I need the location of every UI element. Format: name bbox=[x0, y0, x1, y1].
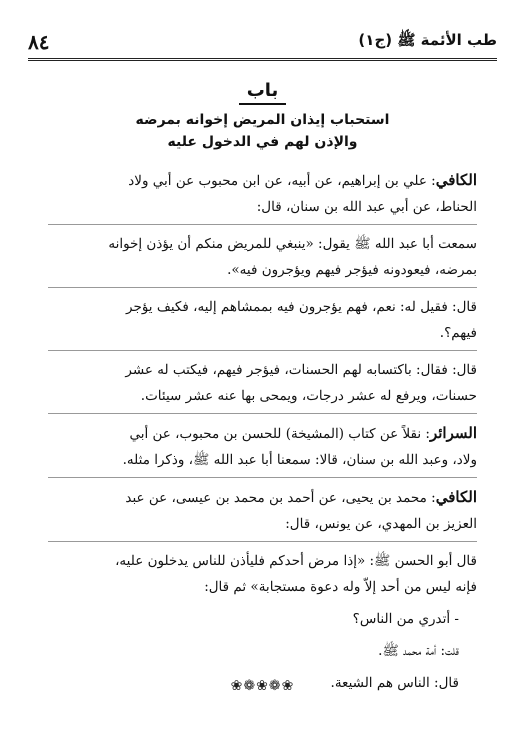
dialogue-line: - أتدري من الناس؟ bbox=[352, 611, 459, 627]
dialogue-line: قال: الناس هم الشيعة. bbox=[330, 675, 459, 691]
page-header bbox=[28, 28, 497, 56]
divider bbox=[48, 541, 477, 542]
heading-line-1: استحباب إيذان المريض إخوانه بمرضه bbox=[135, 112, 390, 128]
paragraph: قال أبو الحسن ﷺ: «إذا مرض أحدكم فليأذن للناس يدخلون عليه، فإنه ليس من أحد إلاّ وله دعوة مستجابة» ثم قال: bbox=[115, 553, 477, 595]
page-body bbox=[48, 80, 477, 696]
divider bbox=[48, 224, 477, 225]
source-tag: السرائر bbox=[429, 424, 477, 442]
paragraph: قال: فقيل له: نعم، فهم يؤجرون فيه بممشاهم إليه، فكيف يؤجر فيهم؟. bbox=[126, 299, 477, 341]
divider bbox=[48, 350, 477, 351]
paragraph: الكافي: محمد بن يحيى، عن أحمد بن محمد بن عيسى، عن عبد العزيز بن المهدي، عن يونس، قال: bbox=[125, 488, 477, 532]
paragraph: قال: فقال: باكتسابه لهم الحسنات، فيؤجر فيهم، فيكتب له عشر حسنات، ويرفع له عشر درجات، ويمحى بها عنه عشر سيئات. bbox=[125, 362, 477, 404]
divider bbox=[48, 477, 477, 478]
heading-line-2: والإذن لهم في الدخول عليه bbox=[167, 134, 358, 150]
paragraph: السرائر: نقلاً عن كتاب (المشيخة) للحسن بن محبوب، عن أبي ولاد، وعبد الله بن سنان، قالا: سمعنا أبا عبد الله ﷺ، وذكرا مثله. bbox=[122, 424, 477, 468]
dialogue-line: قلت: أمة محمد ﷺ. bbox=[378, 643, 459, 659]
end-ornament: ❀❁❀❁❀ bbox=[230, 678, 295, 694]
chapter-title: باب bbox=[48, 80, 477, 101]
header-rule bbox=[28, 58, 497, 61]
paragraph: الكافي: علي بن إبراهيم، عن أبيه، عن ابن محبوب عن أبي ولاد الحناط، عن أبي عبد الله بن سنان، قال: bbox=[128, 171, 477, 215]
running-title: طب الأئمة ﷺ (ج١) bbox=[358, 31, 497, 49]
section-heading bbox=[48, 109, 477, 153]
source-tag: الكافي bbox=[435, 488, 477, 506]
divider bbox=[48, 287, 477, 288]
paragraph: سمعت أبا عبد الله ﷺ يقول: «ينبغي للمريض منكم أن يؤذن إخوانه بمرضه، فيعودونه فيؤجر فيهم ويؤجرون فيه». bbox=[108, 236, 477, 278]
source-tag: الكافي bbox=[435, 171, 477, 189]
page-number: ٨٤ bbox=[28, 30, 50, 54]
divider bbox=[48, 413, 477, 414]
